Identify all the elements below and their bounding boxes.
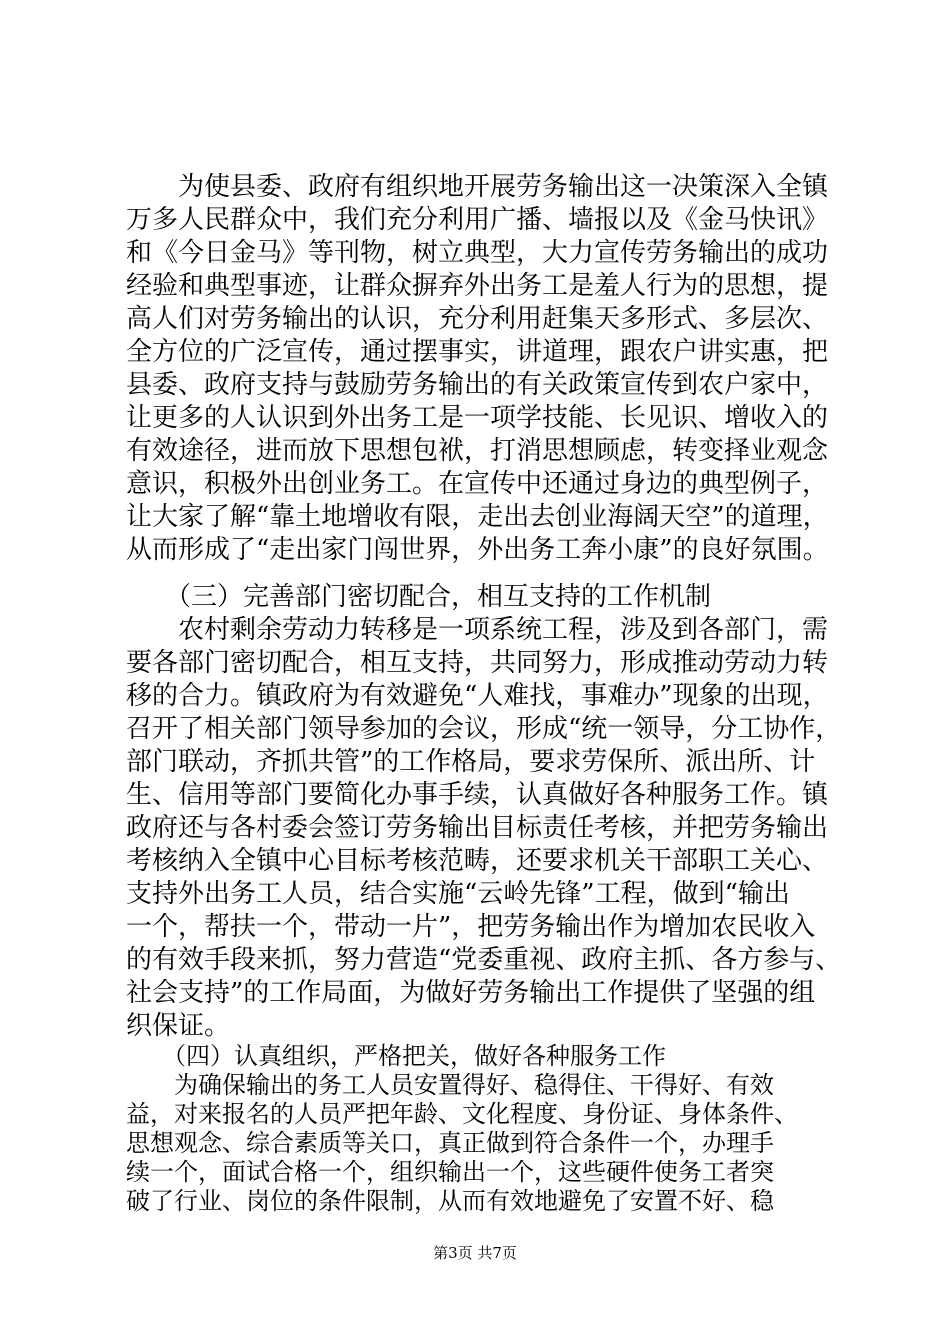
text-line: 召开了相关部门领导参加的会议，形成“统一领导，分工协作， xyxy=(126,714,842,744)
text-line: 意识，积极外出创业务工。在宣传中还通过身边的典型例子， xyxy=(126,469,829,499)
text-line: 生、信用等部门要简化办事手续，认真做好各种服务工作。镇 xyxy=(126,780,829,810)
text-line: 县委、政府支持与鼓励劳务输出的有关政策宣传到农户家中， xyxy=(126,370,829,400)
text-line: 为使县委、政府有组织地开展劳务输出这一决策深入全镇 xyxy=(126,172,829,202)
text-line: 支持外出务工人员，结合实施“云岭先锋”工程，做到“输出 xyxy=(126,879,790,909)
text-line: 破了行业、岗位的条件限制，从而有效地避免了安置不好、稳 xyxy=(126,1187,774,1215)
text-line: 为确保输出的务工人员安置得好、稳得住、干得好、有效 xyxy=(126,1071,774,1099)
text-line: 思想观念、综合素质等关口，真正做到符合条件一个，办理手 xyxy=(126,1129,774,1157)
text-line: 续一个，面试合格一个，组织输出一个，这些硬件使务工者突 xyxy=(126,1158,774,1186)
text-line: 万多人民群众中，我们充分利用广播、墙报以及《金马快讯》 xyxy=(126,205,829,235)
text-line: 的有效手段来抓，努力营造“党委重视、政府主抓、各方参与、 xyxy=(126,945,842,975)
text-line: 有效途径，进而放下思想包袱，打消思想顾虑，转变择业观念 xyxy=(126,436,829,466)
text-line: 政府还与各村委会签订劳务输出目标责任考核，并把劳务输出 xyxy=(126,813,829,843)
text-line: 要各部门密切配合，相互支持，共同努力，形成推动劳动力转 xyxy=(126,648,829,678)
text-line: 让大家了解“靠土地增收有限，走出去创业海阔天空”的道理， xyxy=(126,502,829,532)
text-line: 织保证。 xyxy=(126,1011,231,1041)
text-line: 移的合力。镇政府为有效避免“人难找，事难办”现象的出现， xyxy=(126,681,829,711)
text-line: 考核纳入全镇中心目标考核范畴，还要求机关干部职工关心、 xyxy=(126,846,829,876)
text-line: 益，对来报名的人员严把年龄、文化程度、身份证、身体条件、 xyxy=(126,1100,798,1128)
text-line: 全方位的广泛宣传，通过摆事实，讲道理，跟农户讲实惠，把 xyxy=(126,337,829,367)
section-heading: （三）完善部门密切配合，相互支持的工作机制 xyxy=(126,582,712,612)
text-line: 经验和典型事迹，让群众摒弃外出务工是羞人行为的思想，提 xyxy=(126,271,829,301)
text-line: 和《今日金马》等刊物，树立典型，大力宣传劳务输出的成功 xyxy=(126,238,829,268)
text-line: 高人们对劳务输出的认识，充分利用赶集天多形式、多层次、 xyxy=(126,304,829,334)
text-line: 农村剩余劳动力转移是一项系统工程，涉及到各部门，需 xyxy=(126,615,829,645)
text-line: 从而形成了“走出家门闯世界，外出务工奔小康”的良好氛围。 xyxy=(126,535,829,565)
text-line: 一个，帮扶一个，带动一片”，把劳务输出作为增加农民收入 xyxy=(126,912,816,942)
text-line: 部门联动，齐抓共管”的工作格局，要求劳保所、派出所、计 xyxy=(126,747,816,777)
text-line: 社会支持”的工作局面，为做好劳务输出工作提供了坚强的组 xyxy=(126,978,816,1008)
section-heading: （四）认真组织，严格把关，做好各种服务工作 xyxy=(126,1042,666,1070)
text-line: 让更多的人认识到外出务工是一项学技能、长见识、增收入的 xyxy=(126,403,829,433)
page-number: 第3页 共7页 xyxy=(433,1244,517,1262)
